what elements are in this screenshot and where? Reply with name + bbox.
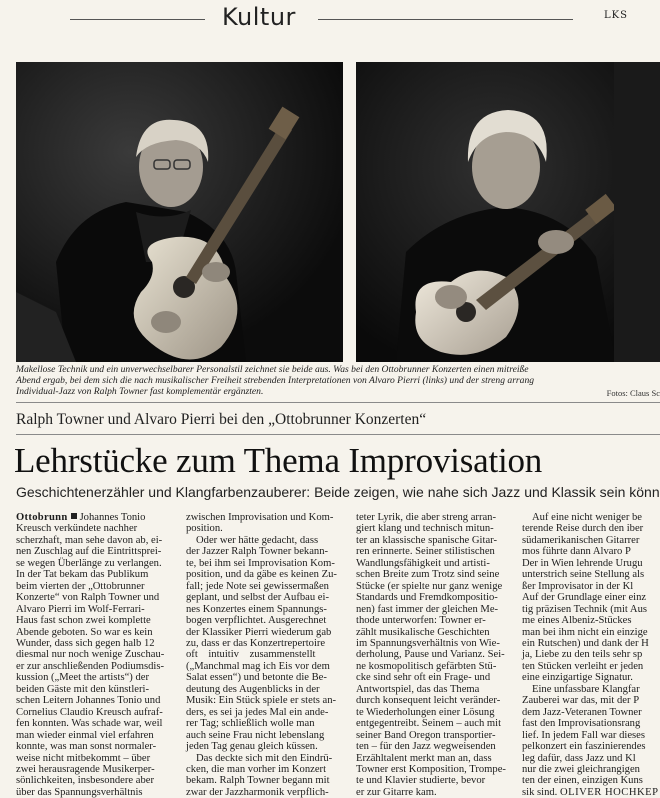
article-line: Haus fast schon zwei komplette — [16, 615, 151, 627]
article-line: sik sind. — [522, 786, 558, 798]
article-line: der Jazzer Ralph Towner bekann- — [186, 546, 329, 558]
article-line: pelkonzert ein faszinierendes — [522, 741, 646, 753]
article-line: fen konnten. Was schade war, weil — [16, 718, 163, 730]
article-line: ja, Liebe zu den teils sehr sp — [522, 649, 643, 661]
photo-alvaro-pierri — [16, 62, 343, 362]
page-header — [0, 0, 660, 40]
header-rule-left — [70, 19, 205, 20]
article-line: Erzähltalent merkt man an, dass — [356, 752, 492, 764]
article-line: scherzhaft, man sehe davon ab, ei- — [16, 534, 163, 546]
section-title: Kultur — [222, 3, 296, 31]
article-line: eine einzigartige Signatur. — [522, 672, 633, 684]
article-line: Auf eine nicht weniger be — [532, 512, 643, 523]
article-line: Eine unfassbare Klangfar — [532, 683, 640, 695]
article-line: Antwortspiel, das das Thema — [356, 683, 480, 695]
edition-label: LKS — [604, 10, 628, 21]
article-first-line — [16, 512, 176, 523]
article-line: se wegen Überlänge zu verlangen. — [16, 557, 162, 569]
headline: Lehrstücke zum Thema Improvisation — [14, 441, 543, 480]
article-line: („Manchmal mag ich Eis vor dem — [186, 660, 330, 672]
article-line: Musik: Ein Stück spiele er stets an- — [186, 695, 337, 707]
article-line: teter Lyrik, die aber streng arran- — [356, 512, 497, 523]
article-line: oft intuitiv zusammenstellt — [186, 649, 316, 661]
article-line: ten – für den Jazz wegweisenden — [356, 741, 496, 753]
article-line: Stücke (er spielte nur ganz wenige — [356, 580, 503, 592]
article-line: me eines Albeniz-Stückes — [522, 615, 632, 627]
article-line: Salat essen“) und betonte die Be- — [186, 672, 327, 684]
article-line: zu, dass er das Konzertrepertoire — [186, 637, 326, 649]
article-line: Towner erst Komposition, Trompe- — [356, 763, 506, 775]
article-line: ten Stücken verleiht er jeden — [522, 660, 644, 672]
article-line: leg dafür, dass Jazz und Kl — [522, 752, 636, 764]
article-line: ders, es sei ja jedes Mal ein ande- — [186, 706, 329, 718]
article-line: cken, die man vorher im Konzert — [186, 763, 327, 775]
deck: Geschichtenerzähler und Klangfarbenzauberer: Beide zeigen, wie nahe sich Jazz und Klassik sein könn — [16, 484, 660, 500]
article-column-3 — [356, 512, 514, 798]
article-line: südamerikanischen Gitarrer — [522, 534, 640, 546]
photo-credit: Fotos: Claus Sc — [606, 388, 660, 398]
article-line: beiden Gäste mit den künstleri- — [16, 683, 149, 695]
article-line: dem Jazz-Veteranen Towner — [522, 706, 642, 718]
article-line: man wieder einmal viel erfahren — [16, 729, 154, 741]
guitarist-photo-left — [16, 62, 343, 362]
article-line: zwei herausragende Musikerper- — [16, 763, 155, 775]
article-line: Auf der Grundlage einer einz — [522, 592, 647, 604]
article-line: ßer Improvisator in der Kl — [522, 580, 634, 592]
article-line: deutung des Augenblicks in der — [186, 683, 320, 695]
article-line: zählt musikalische Geschichten — [356, 626, 490, 638]
article-line: weise nicht mitbekommt – über — [16, 752, 151, 764]
caption-line: Makellose Technik und ein unverwechselbarer Personalstil zeichnet sie beide aus. Was bei den Ottobrunner Konzerten einen mitreiße — [16, 364, 529, 375]
article-line: jeden Tag genau gleich küssen. — [186, 741, 318, 753]
article-line: Oder wer hätte gedacht, dass — [196, 534, 319, 546]
article-line: nur die zwei gleichrangigen — [522, 763, 640, 775]
article-line: er zur anschließenden Podiumsdis- — [16, 660, 164, 672]
article-line: entgegentreibt. Seinem – auch mit — [356, 718, 502, 730]
article-line: terende Reise durch den iber — [522, 523, 644, 535]
author-name: OLIVER HOCHKEP — [559, 786, 659, 798]
article-line: über das Spannungsverhältnis — [16, 786, 143, 798]
article-line: bogen verpflichtet. Ausgerechnet — [186, 615, 327, 627]
article-line: Johannes Tonio — [79, 512, 146, 523]
article-line: schen Leitern Johannes Tonio und — [16, 695, 161, 707]
article-line: position. — [186, 523, 223, 535]
article-line: schen Breite zum Trotz sind seine — [356, 569, 500, 581]
article-line: Der in Wien lehrende Urugu — [522, 557, 643, 569]
article-line: sönlichkeiten, insbesondere aber — [16, 775, 154, 787]
article-line: Kreusch verkündete nachher — [16, 523, 138, 535]
article-line: rer Tag; schließlich wolle man — [186, 718, 315, 730]
article-line: fast den Improvisationsrang — [522, 718, 641, 730]
article-line: giert klang und technisch mitun- — [356, 523, 494, 535]
article-line: ein Rutschen) und dank der H — [522, 637, 649, 649]
article-line: bekam. Ralph Towner begann mit — [186, 775, 330, 787]
article-line: ne kosmopolitisch gefärbten Stü- — [356, 660, 497, 672]
kicker: Ralph Towner und Alvaro Pierri bei den „Ottobrunner Konzerten“ — [16, 411, 427, 428]
article-line: im Spannungsverhältnis von Wie- — [356, 637, 500, 649]
kicker-rule-bottom — [16, 434, 660, 435]
article-line: derholung, Pause und Varianz. Sei- — [356, 649, 505, 661]
article-line: er zur Gitarre kam. — [356, 786, 437, 798]
article-line: te, bei ihm sei Improvisation Kom- — [186, 557, 335, 569]
article-column-2 — [186, 512, 344, 798]
article-line: tig präzisen Technik (mit Aus — [522, 603, 647, 615]
header-rule-right — [318, 19, 573, 20]
photo-ralph-towner — [356, 62, 660, 362]
guitarist-photo-right — [356, 62, 660, 362]
article-line: auch seine Frau nicht lebenslang — [186, 729, 325, 741]
article-line: ren erinnerte. Seiner stilistischen — [356, 546, 495, 558]
article-line: seiner Band Oregon transportier- — [356, 729, 496, 741]
article-column-1 — [16, 512, 176, 798]
article-line: lief. In jedem Fall war dieses — [522, 729, 645, 741]
dateline-square-icon — [71, 513, 77, 519]
article-line: beim vierten der „Ottobrunner — [16, 580, 145, 592]
caption-line: Abend ergab, bei dem sich die nach musikalischer Freiheit strebenden Interpretationen von Alvaro Pierri (links) und der streng arrang — [16, 375, 535, 386]
kicker-rule-top — [16, 402, 660, 403]
article-line: Zauberei war das, mit der P — [522, 695, 640, 707]
article-line: ter an klassische spanische Gitar- — [356, 534, 497, 546]
article-line: Wandlungsfähigkeit und artisti- — [356, 557, 490, 569]
article-line: Standards und Fremdkompositio- — [356, 592, 498, 604]
article-line: te Wiederholungen einer Lösung — [356, 706, 495, 718]
article-line: unterstrich seine Stellung als — [522, 569, 645, 581]
article-last-line — [522, 787, 660, 798]
article-line: Alvaro Pierri im Wolf-Ferrari- — [16, 603, 145, 615]
article-line: te und Klavier studierte, bevor — [356, 775, 486, 787]
article-line: der Klassiker Pierri wiederum gab — [186, 626, 332, 638]
article-line: Abende geboten. So war es kein — [16, 626, 153, 638]
article-line: diesmal nur noch wenige Zuschau- — [16, 649, 165, 661]
article-line: Das deckte sich mit den Eindrü- — [196, 752, 333, 764]
caption-line: Individual-Jazz von Ralph Towner fast komplementär ergänzten. — [16, 386, 264, 397]
article-line: cke sind sehr oft ein Frage- und — [356, 672, 491, 684]
article-line: kussion („Meet the artists“) der — [16, 672, 149, 684]
article-line: durch konsequent leicht veränder- — [356, 695, 501, 707]
article-line: zwar der Jazzharmonik verpflich- — [186, 786, 329, 798]
article-line: nes Konzertes einem Spannungs- — [186, 603, 327, 615]
article-line: nen) fast immer der gleichen Me- — [356, 603, 499, 615]
article-line: nen Zuschlag auf die Eintrittsprei- — [16, 546, 162, 558]
article-line: zwischen Improvisation und Kom- — [186, 512, 334, 523]
article-line: Konzerte“ von Ralph Towner und — [16, 592, 160, 604]
article-line: Wunder, dass sich gegen halb 12 — [16, 637, 155, 649]
article-line: thode unterworfen: Towner er- — [356, 615, 486, 627]
article-column-4 — [522, 512, 660, 798]
article-line: mos führte dann Alvaro P — [522, 546, 631, 558]
article-line: konnte, was man sonst normaler- — [16, 741, 157, 753]
article-line: position, und da gäbe es keinen Zu- — [186, 569, 337, 581]
article-line: man bei ihm nicht ein einzige — [522, 626, 648, 638]
article-line: ten der einen, einzigen Kuns — [522, 775, 643, 787]
article-line: geplant, und selbst der Aufbau ei- — [186, 592, 329, 604]
article-line: fall; jede Note sei gewissermaßen — [186, 580, 329, 592]
dateline: Ottobrunn — [16, 512, 68, 523]
article-line: Cornelius Claudio Kreusch aufraf- — [16, 706, 163, 718]
article-line: In der Tat bekam das Publikum — [16, 569, 149, 581]
